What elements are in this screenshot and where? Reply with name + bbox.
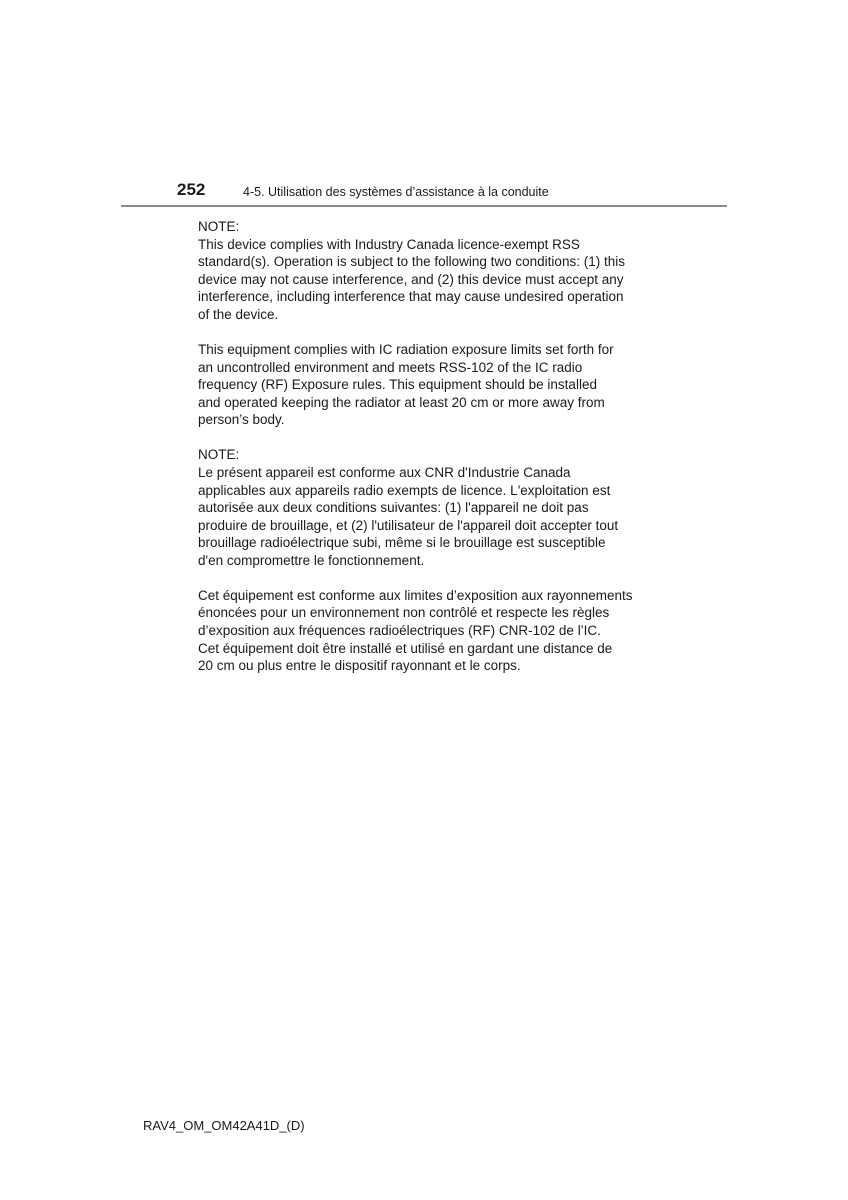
- note-heading: NOTE:: [198, 447, 240, 463]
- page-number: 252: [177, 180, 206, 199]
- text-line: This equipment complies with IC radiation exposure limits set forth for: [198, 341, 614, 357]
- text-line: frequency (RF) Exposure rules. This equipment should be installed: [198, 377, 597, 393]
- text-line: produire de brouillage, et (2) l'utilisateur de l'appareil doit accepter tout: [198, 517, 619, 533]
- text-line: Cet équipement est conforme aux limites d’exposition aux rayonnements: [198, 587, 633, 603]
- radiation-english-block: [198, 341, 668, 429]
- text-line: brouillage radioélectrique subi, même si le brouillage est susceptible: [198, 535, 606, 551]
- text-line: autorisée aux deux conditions suivantes: (1) l'appareil ne doit pas: [198, 500, 589, 516]
- text-line: device may not cause interference, and (2) this device must accept any: [198, 271, 624, 287]
- text-line: person’s body.: [198, 412, 285, 428]
- radiation-french-block: [198, 587, 668, 675]
- text-line: interference, including interference that may cause undesired operation: [198, 289, 624, 305]
- text-line: applicables aux appareils radio exempts de licence. L'exploitation est: [198, 482, 611, 498]
- text-line: Cet équipement doit être installé et utilisé en gardant une distance de: [198, 640, 613, 656]
- section-title: 4-5. Utilisation des systèmes d’assistance à la conduite: [243, 185, 549, 199]
- header-divider: [121, 205, 727, 207]
- text-line: an uncontrolled environment and meets RSS-102 of the IC radio: [198, 359, 583, 375]
- note-heading: NOTE:: [198, 219, 240, 234]
- text-line: 20 cm ou plus entre le dispositif rayonnant et le corps.: [198, 658, 521, 674]
- text-line: Le présent appareil est conforme aux CNR d'Industrie Canada: [198, 464, 571, 480]
- text-line: standard(s). Operation is subject to the following two conditions: (1) this: [198, 254, 625, 270]
- note-english-block: [198, 218, 668, 324]
- text-line: d'en compromettre le fonctionnement.: [198, 552, 425, 568]
- document-code: RAV4_OM_OM42A41D_(D): [143, 1118, 305, 1133]
- text-line: and operated keeping the radiator at least 20 cm or more away from: [198, 394, 605, 410]
- text-line: of the device.: [198, 306, 279, 322]
- text-line: This device complies with Industry Canada licence-exempt RSS: [198, 236, 580, 252]
- text-line: d’exposition aux fréquences radioélectriques (RF) CNR-102 de l’IC.: [198, 623, 601, 639]
- note-french-block: [198, 446, 668, 569]
- text-line: énoncées pour un environnement non contrôlé et respecte les règles: [198, 605, 610, 621]
- page-content: [198, 218, 668, 692]
